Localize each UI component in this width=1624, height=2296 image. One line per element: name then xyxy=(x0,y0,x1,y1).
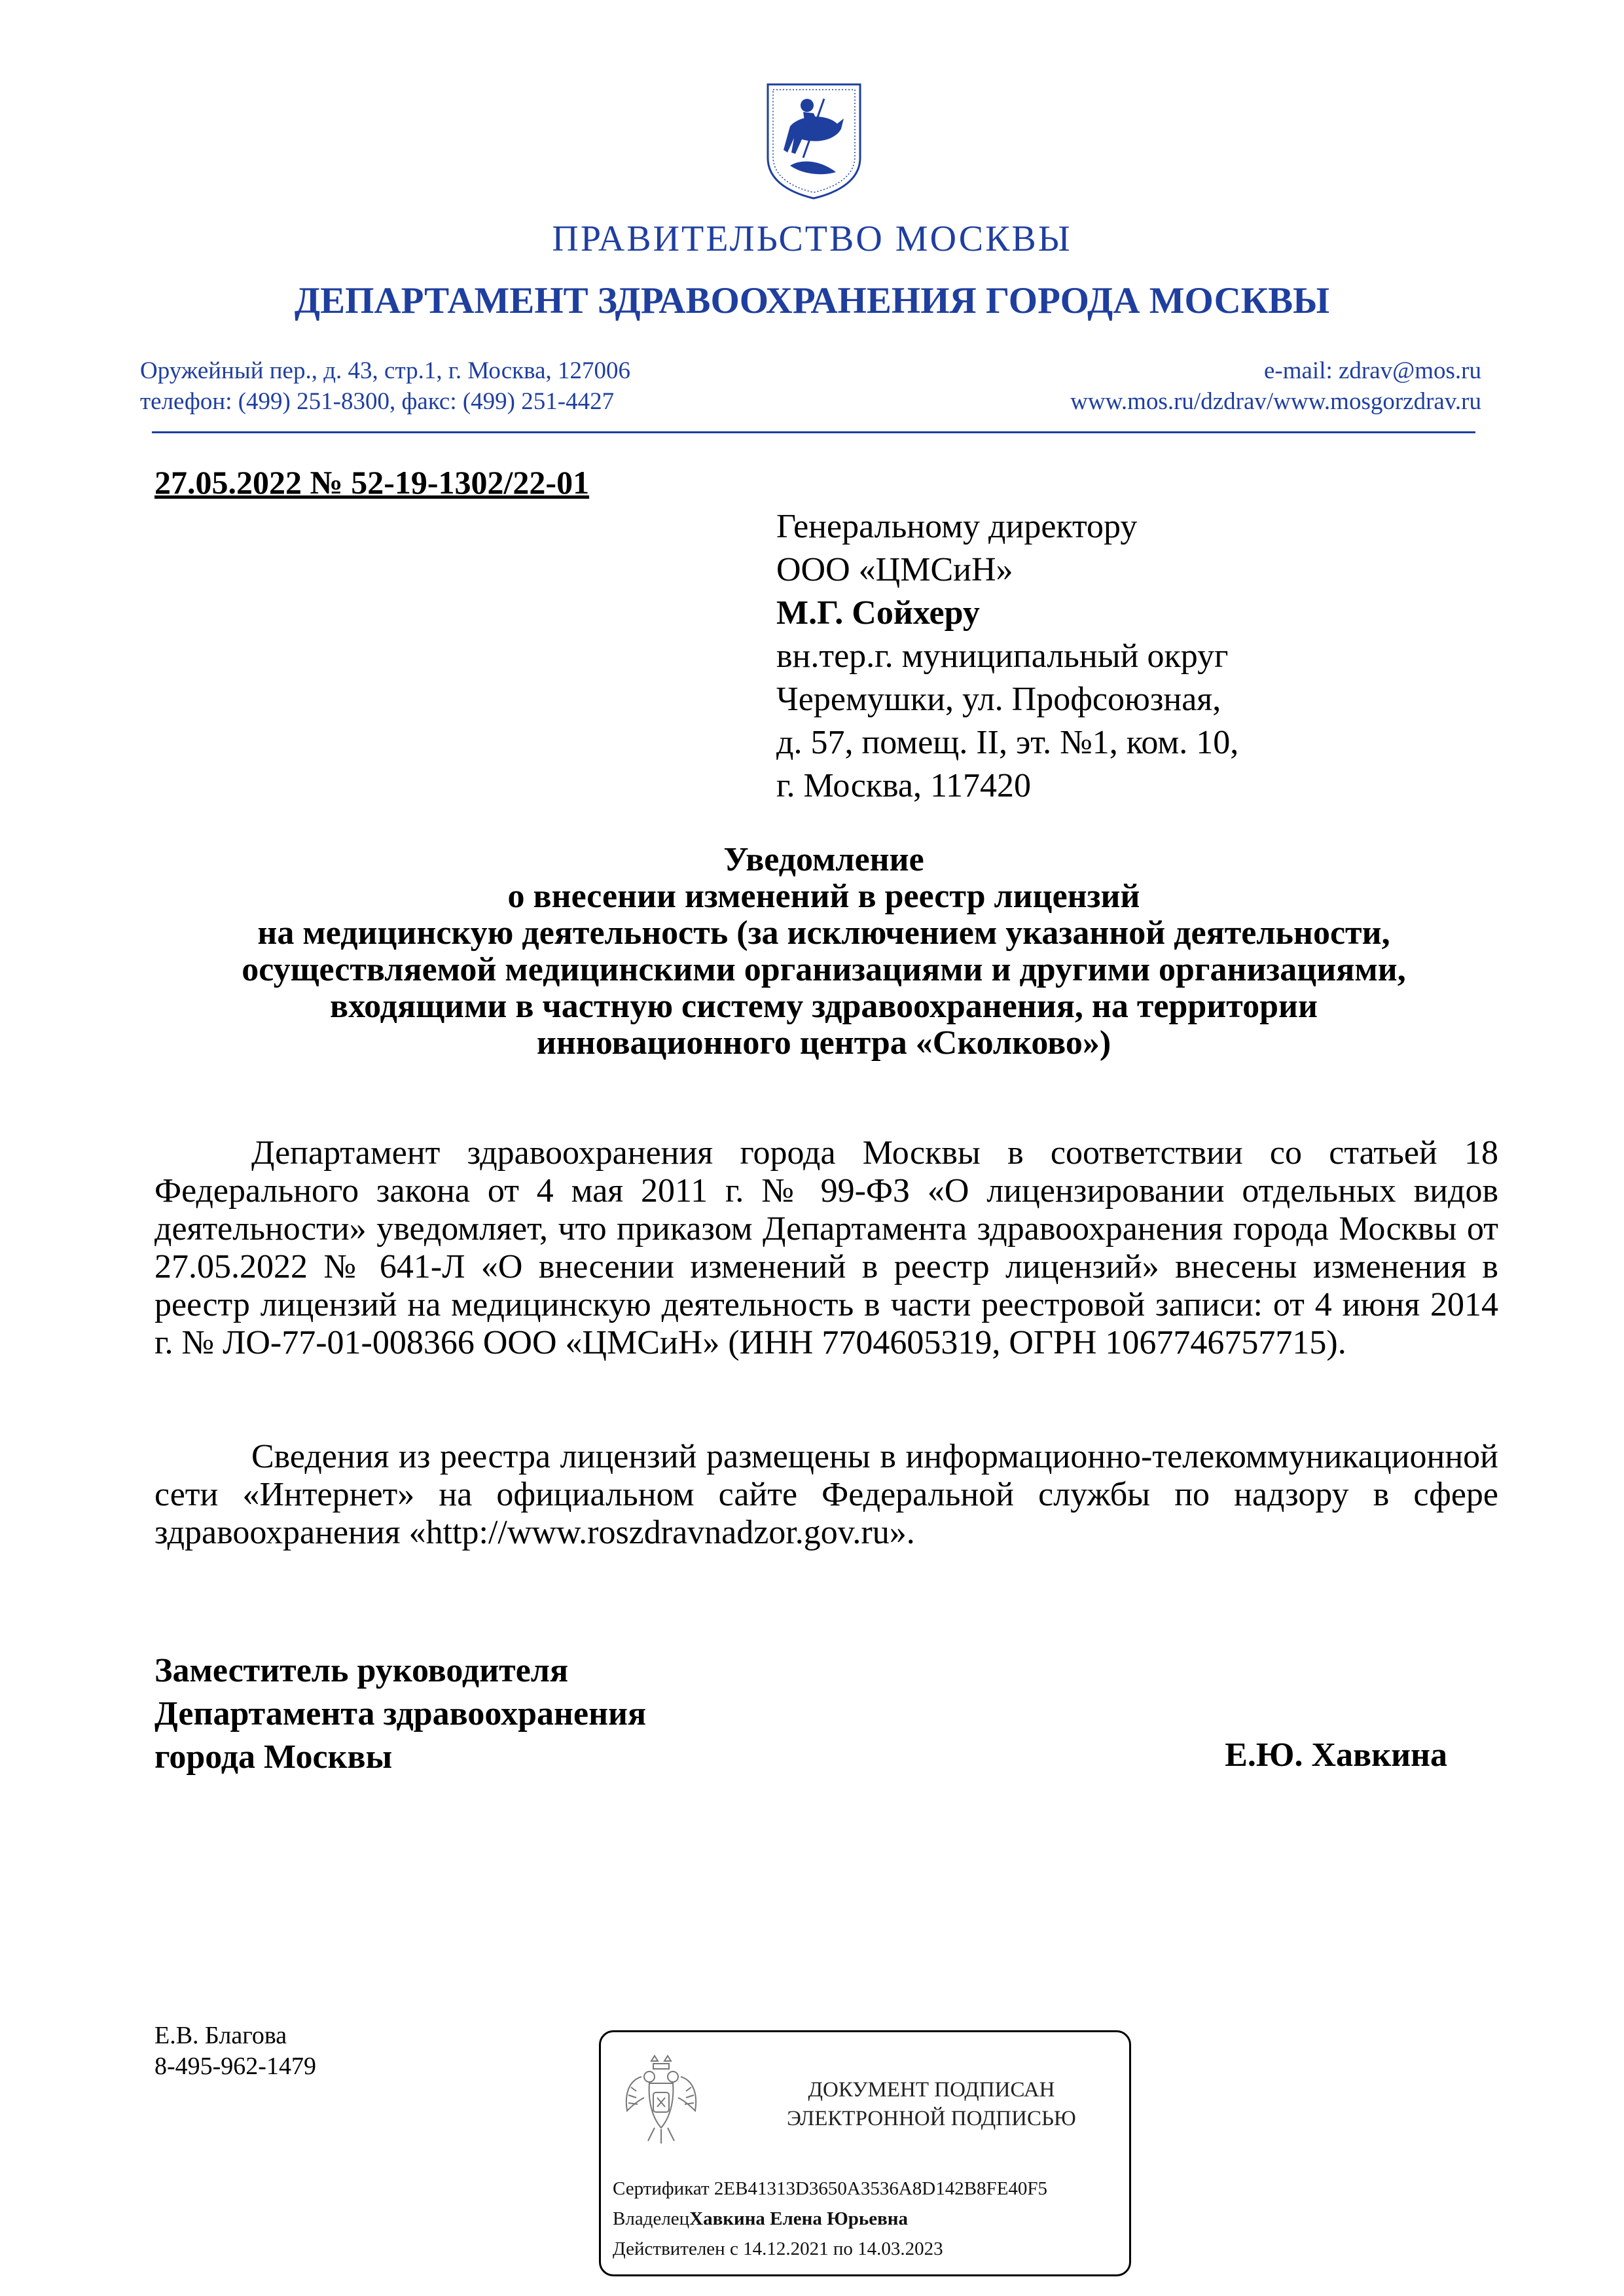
certificate-label: Сертификат xyxy=(613,2178,714,2199)
russian-double-headed-eagle-icon xyxy=(622,2054,700,2146)
government-title: ПРАВИТЕЛЬСТВО МОСКВЫ xyxy=(552,219,1072,259)
executor-phone: 8-495-962-1479 xyxy=(154,2053,316,2080)
title-line: Уведомление xyxy=(723,841,924,878)
signer-position-line: Департамента здравоохранения xyxy=(154,1695,647,1732)
header-divider xyxy=(152,431,1475,433)
addressee-address-line: г. Москва, 117420 xyxy=(776,767,1032,804)
addressee-address-line: Черемушки, ул. Профсоюзная, xyxy=(776,681,1221,718)
body-paragraph: Департамент здравоохранения города Москвы в соответствии со статьей 18 Федерального закона от 4 мая 2011 г. № 99-ФЗ «О лицензировании отдельных видов деятельности» уведомляет, что приказом Департамента здравоохранения города Москвы от 27.05.2022 № 641-Л «О внесении изменений в реестр лицензий» внесены изменения в реестр лицензий на медицинскую деятельность в части реестровой записи: от 4 июня 2014 г. № ЛО-77-01-008366 ООО «ЦМСиН» (ИНН 7704605319, ОГРН 1067746757715). xyxy=(154,1134,1498,1361)
stamp-title-line: ЭЛЕКТРОННОЙ ПОДПИСЬЮ xyxy=(787,2107,1076,2130)
email-line: e-mail: zdrav@mos.ru xyxy=(1263,357,1481,384)
owner-label: Владелец xyxy=(613,2208,690,2229)
department-title: ДЕПАРТАМЕНТ ЗДРАВООХРАНЕНИЯ ГОРОДА МОСКВЫ xyxy=(294,280,1330,321)
body-paragraph: Сведения из реестра лицензий размещены в информационно-телекоммуникационной сети «Интернет» на официальном сайте Федеральной службы по надзору в сфере здравоохранения «http://www.roszdravnadzor.gov.ru». xyxy=(154,1438,1498,1551)
department-address xyxy=(140,355,630,417)
addressee-organization: ООО «ЦМСиН» xyxy=(776,551,1013,588)
addressee-block xyxy=(776,505,1238,808)
signer-position-line: города Москвы xyxy=(154,1738,393,1776)
document-title xyxy=(157,842,1490,1062)
owner-line xyxy=(613,2204,1047,2234)
executor-name: Е.В. Благова xyxy=(154,2022,287,2049)
executor-block xyxy=(154,2020,316,2082)
title-line: на медицинскую деятельность (за исключением указанной деятельности, xyxy=(257,914,1390,952)
certificate-value: 2EB41313D3650A3536A8D142B8FE40F5 xyxy=(713,2178,1048,2199)
electronic-signature-stamp xyxy=(599,2030,1131,2276)
phone-line: телефон: (499) 251-8300, факс: (499) 251-4427 xyxy=(140,388,615,415)
department-contacts xyxy=(1070,355,1481,417)
owner-value: Хавкина Елена Юрьевна xyxy=(689,2208,908,2229)
title-line: входящими в частную систему здравоохранения, на территории xyxy=(330,988,1318,1025)
addressee-position: Генеральному директору xyxy=(776,508,1138,545)
addressee-name: М.Г. Сойхеру xyxy=(776,594,980,632)
addressee-address-line: д. 57, помещ. II, эт. №1, ком. 10, xyxy=(776,724,1239,761)
title-line: о внесении изменений в реестр лицензий xyxy=(507,878,1140,915)
signer-position-line: Заместитель руководителя xyxy=(154,1652,569,1689)
stamp-details xyxy=(613,2174,1047,2264)
address-line: Оружейный пер., д. 43, стр.1, г. Москва, 127006 xyxy=(140,357,631,384)
registration-number: 27.05.2022 № 52-19-1302/22-01 xyxy=(154,464,590,501)
addressee-address-line: вн.тер.г. муниципальный округ xyxy=(776,637,1229,675)
moscow-coat-of-arms-icon xyxy=(764,81,864,202)
signer-position xyxy=(154,1649,646,1779)
validity-line: Действителен с 14.12.2021 по 14.03.2023 xyxy=(613,2238,943,2259)
title-line: инновационного центра «Сколково») xyxy=(536,1024,1111,1062)
title-line: осуществляемой медицинскими организациями и другими организациями, xyxy=(242,951,1406,988)
web-line: www.mos.ru/dzdrav/www.mosgorzdrav.ru xyxy=(1070,388,1481,415)
stamp-title xyxy=(745,2075,1118,2133)
certificate-line xyxy=(613,2174,1047,2204)
signer-name: Е.Ю. Хавкина xyxy=(1225,1736,1447,1774)
stamp-title-line: ДОКУМЕНТ ПОДПИСАН xyxy=(808,2078,1055,2102)
